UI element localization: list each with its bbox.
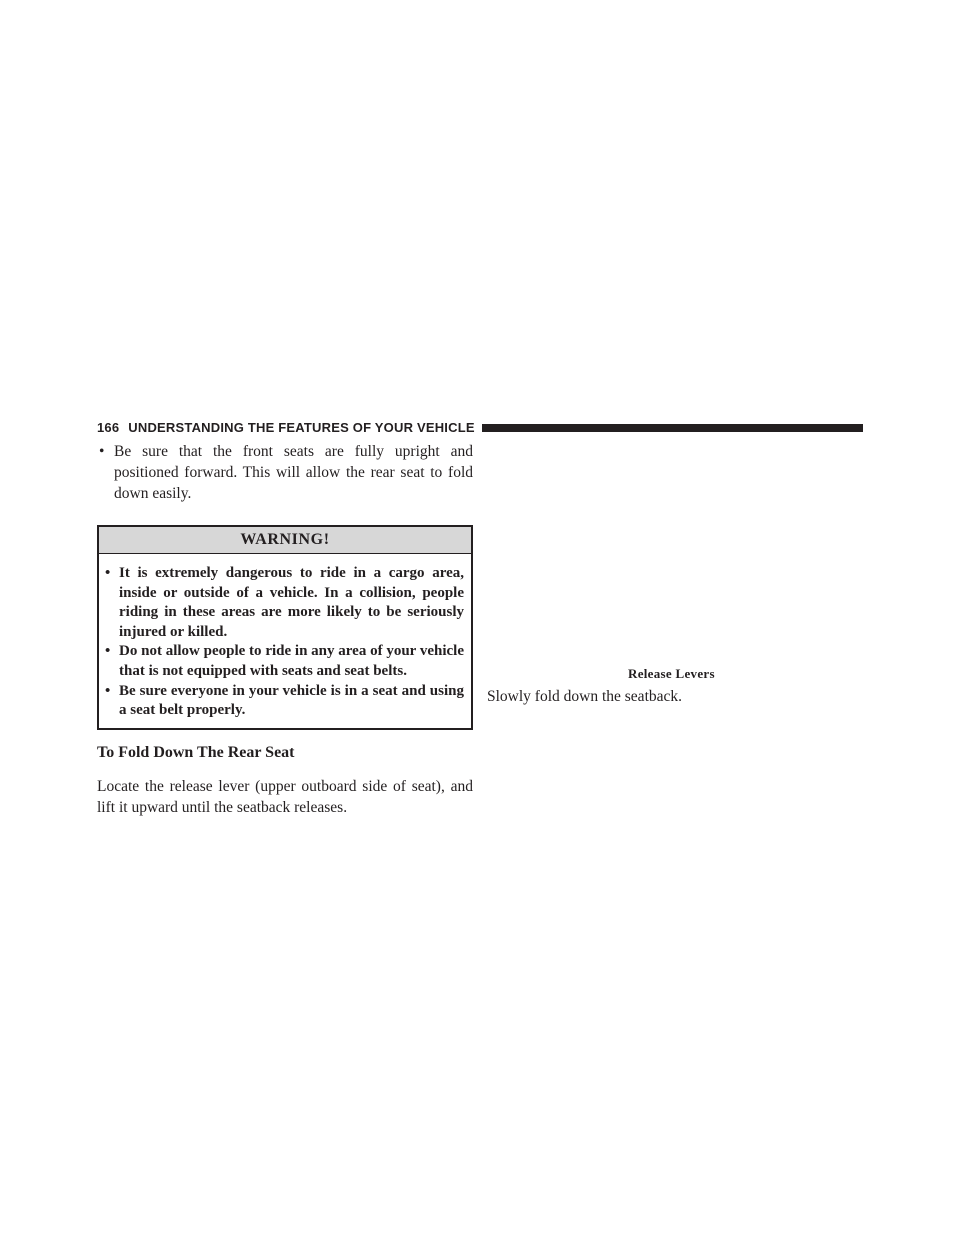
warning-item-text: It is extremely dangerous to ride in a cargo area, inside or outside of a vehicle. In a collision, people riding in these areas are more likely to be seriously injured or killed. bbox=[119, 565, 464, 640]
section-heading: To Fold Down The Rear Seat bbox=[97, 743, 295, 761]
page-header bbox=[97, 418, 863, 436]
left-column bbox=[97, 441, 473, 818]
warning-item-text: Be sure everyone in your vehicle is in a seat and using a seat belt properly. bbox=[119, 682, 464, 719]
bullet-icon: • bbox=[105, 682, 111, 699]
intro-bullet-text: Be sure that the front seats are fully upright and positioned forward. This will allow the rear seat to fold down easily. bbox=[114, 443, 473, 502]
figure-caption: Release Levers bbox=[628, 666, 715, 681]
warning-item bbox=[105, 642, 464, 681]
warning-item-text: Do not allow people to ride in any area of your vehicle that is not equipped with seats and seat belts. bbox=[119, 643, 464, 679]
warning-title: WARNING! bbox=[99, 527, 471, 554]
section-title: UNDERSTANDING THE FEATURES OF YOUR VEHICLE bbox=[128, 419, 475, 435]
intro-bullet bbox=[97, 441, 473, 504]
warning-body bbox=[99, 554, 471, 728]
warning-item bbox=[105, 682, 464, 721]
warning-item bbox=[105, 564, 464, 642]
warning-box bbox=[97, 525, 473, 730]
header-rule bbox=[482, 424, 863, 432]
instruction-paragraph: Locate the release lever (upper outboard side of seat), and lift it upward until the seatback releases. bbox=[97, 777, 473, 816]
bullet-icon: • bbox=[99, 443, 105, 460]
page-number: 166 bbox=[97, 419, 120, 435]
bullet-icon: • bbox=[105, 643, 111, 660]
bullet-icon: • bbox=[105, 565, 111, 581]
fold-instruction: Slowly fold down the seatback. bbox=[487, 688, 683, 705]
